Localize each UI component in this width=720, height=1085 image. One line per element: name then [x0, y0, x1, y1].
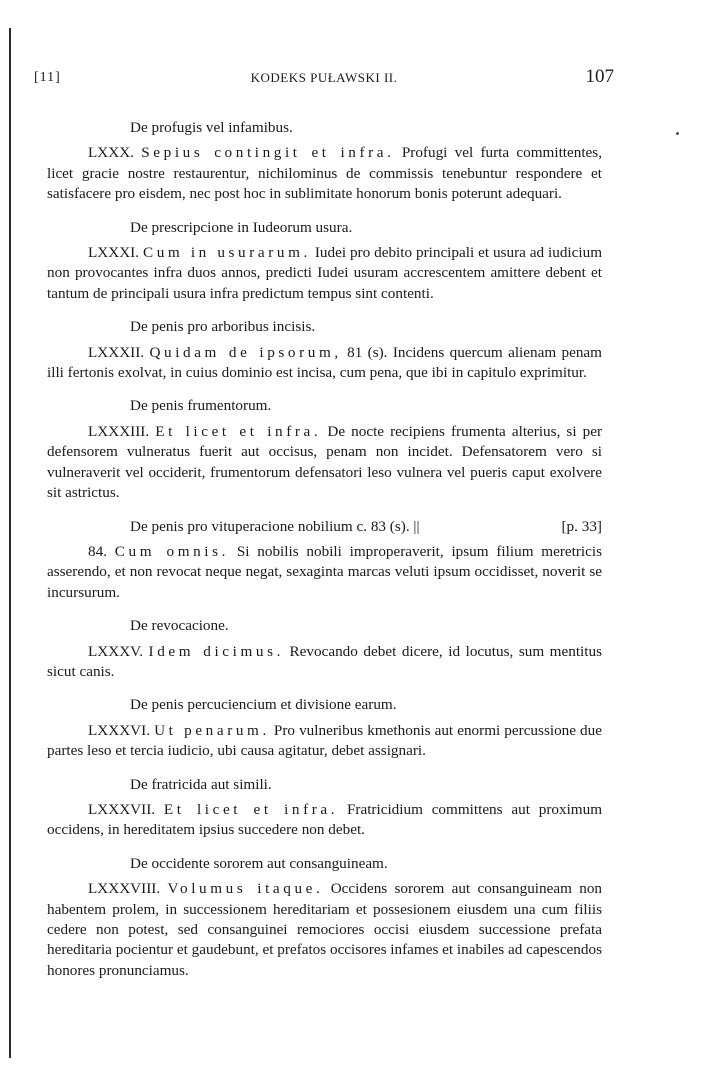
section-incipit: Ut penarum. [154, 721, 270, 739]
section-heading: De prescripcione in Iudeorum usura. [130, 218, 353, 236]
section-paragraph [47, 143, 602, 204]
section-incipit: Volumus itaque. [167, 880, 324, 898]
section-incipit: Idem dicimus. [148, 642, 284, 660]
section-incipit: Et licet et infra. [155, 422, 322, 440]
section-number: LXXXVI. [88, 721, 151, 739]
section-paragraph [47, 343, 602, 384]
section-marker: [11] [34, 70, 61, 85]
section-heading: De occidente sororem aut consanguineam. [130, 854, 388, 872]
section-incipit: Et licet et infra. [163, 800, 339, 818]
section-paragraph [47, 879, 602, 981]
print-speck [676, 132, 679, 135]
section-heading: De penis percuciencium et divisione earum. [130, 696, 397, 714]
section-text: Iudei pro debito principali et usura ad iudicium non provocantes infra duos annos, predicti Iudei usuram accrescentem amittere debent et tantum de principali usura infra predictum tempus sint contenti. [47, 244, 603, 302]
section-number: LXXXI. [88, 244, 140, 262]
section-heading: De penis pro vituperacione nobilium c. 83 (s). || [p. 33] [47, 517, 602, 537]
section-text: De nocte recipiens frumenta alterius, si per defensorem vulneratus fuerit aut occisus, penam non incidet. Defensatorem vero si vulneraverit vel occiderit, frumentorum defensatori leso vulnera vel pueris caput exolvere sit astrictus. [47, 422, 603, 502]
section-text: Profugi vel furta committentes, licet gracie nostre restaurentur, nichilominus de commissis tenebuntur respondere et satisfacere pro eisdem, nec post hoc in sublimitate honorum bonis poterunt adequari. [47, 144, 603, 203]
section-text: Revocando debet dicere, id locutus, sum mentitus sicut canis. [47, 642, 602, 680]
section-paragraph [47, 642, 602, 683]
section-number: 84. [88, 542, 107, 560]
section-number: LXXXVIII. [88, 880, 161, 898]
section-paragraph [47, 721, 602, 762]
section-text: Occidens sororem aut consanguineam non habentem prolem, in successionem hereditariam et possesionem eiusdem una cum filiis cedere non potest, sed consanguinei remociores occisi eiusdem successione prefata hereditaria pocientur et gaudebunt, et prefatos occisores infames et inabiles ad capescendos honores pronunciamus. [47, 880, 603, 979]
section-incipit: Cum in usurarum. [142, 244, 311, 262]
section-text: Pro vulneribus kmethonis aut enormi percussione due partes leso et tercia iudicio, ubi causa agitatur, debet assignari. [47, 721, 602, 760]
document-body [47, 118, 602, 994]
section-text: 81 (s). Incidens quercum alienam penam illi fertonis exolvat, in cuius dominio est incisa, cum pena, que ibi in capitulo exprimitur. [47, 343, 602, 382]
running-title: KODEKS PUŁAWSKI II. [250, 70, 398, 85]
section-incipit: Cum omnis. [114, 542, 230, 560]
section-heading: De penis frumentorum. [130, 397, 272, 415]
section-number: LXXXV. [88, 642, 143, 660]
section-heading: De fratricida aut simili. [130, 775, 272, 793]
section-number: LXXXVII. [88, 800, 156, 818]
section-paragraph [47, 243, 602, 304]
section-number: LXXXIII. [88, 422, 150, 440]
running-header [34, 66, 614, 96]
page-reference: [p. 33] [561, 517, 602, 535]
section-incipit: Quidam de ipsorum, [149, 343, 342, 361]
section-paragraph [47, 800, 602, 841]
section-paragraph [47, 542, 602, 603]
section-number: LXXX. [88, 144, 134, 162]
section-heading: De revocacione. [130, 617, 229, 635]
section-number: LXXXII. [88, 343, 145, 361]
section-incipit: Sepius contingit et infra. [141, 144, 395, 162]
section-heading: De profugis vel infamibus. [130, 119, 293, 136]
section-heading: De penis pro arboribus incisis. [130, 318, 316, 336]
section-text: Fratricidium committens aut proximum occidens, in hereditatem ipsius succedere non debet. [47, 800, 603, 839]
section-text: Si nobilis nobili improperaverit, ipsum filium meretricis asserendo, et non revocat neque negat, sexaginta marcas veluti ipsum occidisset, noverit se incursurum. [47, 542, 603, 601]
page-number: 107 [585, 66, 614, 87]
section-paragraph [47, 422, 602, 504]
page-spine-edge [9, 28, 11, 1058]
